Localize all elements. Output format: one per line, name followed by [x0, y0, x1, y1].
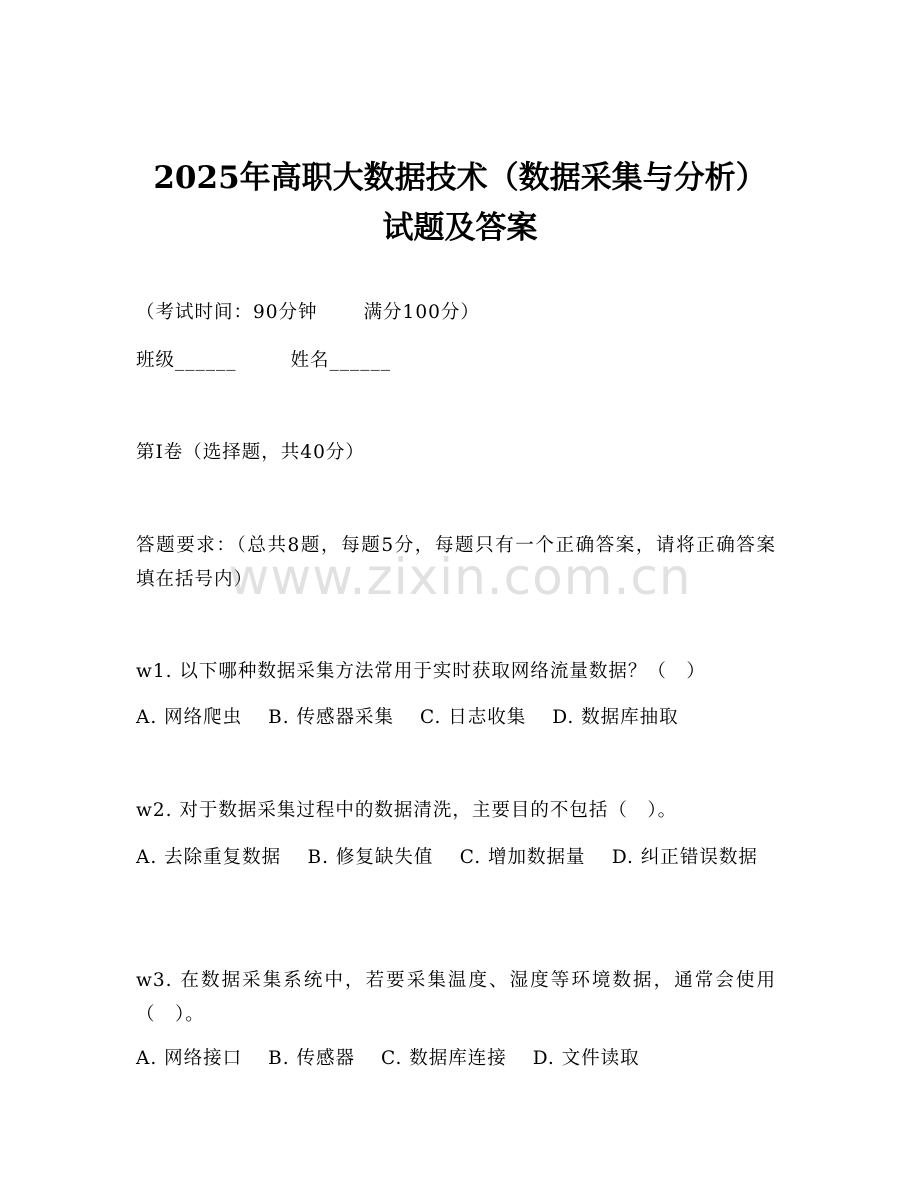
q3-option-d: D. 文件读取	[532, 1048, 640, 1069]
class-field: 班级______	[136, 350, 237, 371]
exam-score: 满分100分）	[363, 302, 480, 323]
question-3-stem: w3. 在数据采集系统中，若要采集温度、湿度等环境数据，通常会使用（ ）。	[136, 970, 776, 1025]
instructions: 答题要求：（总共8题，每题5分，每题只有一个正确答案，请将正确答案填在括号内）	[136, 535, 776, 590]
student-fields	[136, 344, 391, 378]
watermark: www.zixin.com.cn	[228, 548, 692, 606]
name-field: 姓名______	[290, 350, 392, 371]
exam-info	[136, 296, 480, 330]
question-3-options	[136, 1042, 666, 1076]
q1-option-d: D. 数据库抽取	[552, 707, 679, 728]
q1-option-b: B. 传感器采集	[268, 707, 394, 728]
q3-option-c: C. 数据库连接	[380, 1048, 507, 1069]
question-2-options: A. 去除重复数据 B. 修复缺失值 C. 增加数据量 D. 纠正错误数据	[136, 847, 758, 868]
q1-option-a: A. 网络爬虫	[136, 707, 243, 728]
title-line-2: 试题及答案	[382, 210, 538, 246]
q3-option-b: B. 传感器	[268, 1048, 355, 1069]
title-line-1: 2025年高职大数据技术（数据采集与分析）	[153, 160, 767, 196]
q3-option-a: A. 网络接口	[136, 1048, 243, 1069]
question-1-stem: w1. 以下哪种数据采集方法常用于实时获取网络流量数据？（ ）	[136, 661, 706, 682]
question-1-options	[136, 701, 705, 735]
q1-option-c: C. 日志收集	[419, 707, 527, 728]
exam-time: （考试时间：90分钟	[136, 302, 318, 323]
question-2-stem: w2. 对于数据采集过程中的数据清洗，主要目的不包括（ ）。	[136, 800, 678, 821]
section-title: 第I卷（选择题，共40分）	[136, 442, 365, 463]
